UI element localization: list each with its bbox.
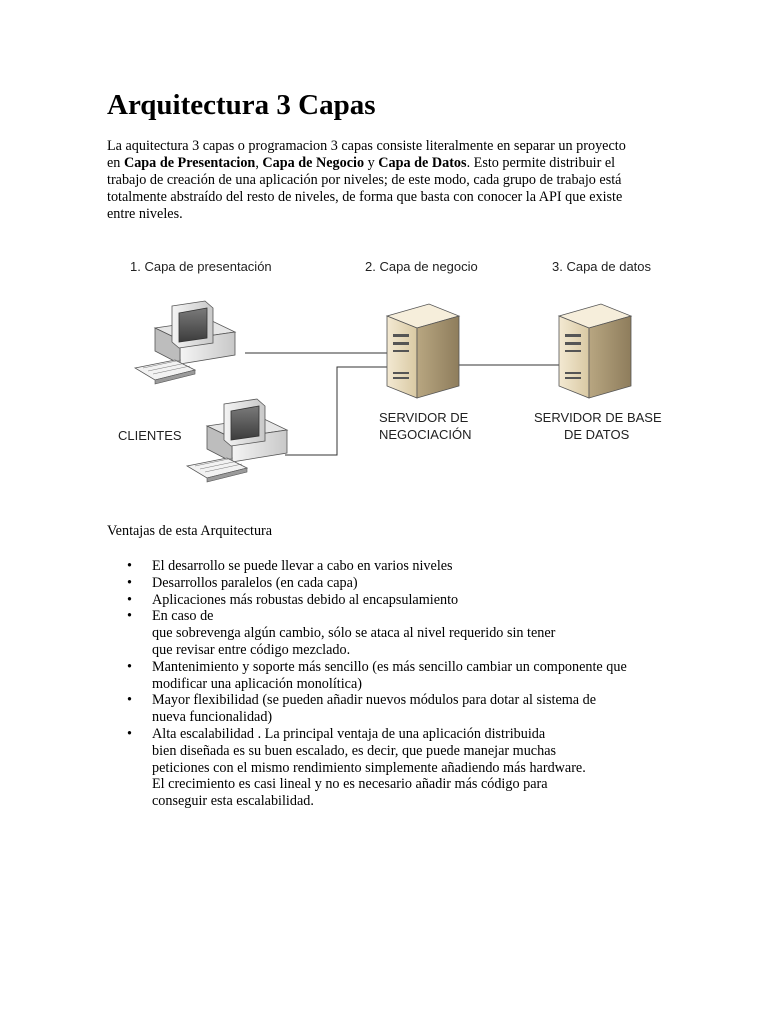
bullet-icon: • — [127, 608, 132, 625]
bold-capa-negocio: Capa de Negocio — [262, 155, 365, 171]
list-item-text: En caso de — [152, 608, 214, 625]
list-item-text: conseguir esta escalabilidad. — [152, 793, 314, 810]
list-item-text: Aplicaciones más robustas debido al encapsulamiento — [152, 591, 459, 608]
list-item-text: Alta escalabilidad . La principal ventaja de una aplicación distribuida — [152, 725, 546, 742]
bold-capa-datos: Capa de Datos — [378, 155, 467, 171]
bullet-icon: • — [127, 558, 132, 574]
page-title: Arquitectura 3 Capas — [107, 89, 376, 121]
database-server-label-line-1: SERVIDOR DE BASE — [534, 410, 662, 425]
intro-line-2: en Capa de Presentacion, Capa de Negocio y Capa de Datos. Esto permite distribuir el — [107, 155, 616, 171]
list-item-text: que sobrevenga algún cambio, sólo se ataca al nivel requerido sin tener — [152, 625, 556, 642]
business-server-label-line-2: NEGOCIACIÓN — [379, 427, 472, 442]
bullet-icon: • — [127, 725, 132, 742]
business-server-label-line-1: SERVIDOR DE — [379, 410, 469, 425]
list-item-text: bien diseñada es su buen escalado, es decir, que puede manejar muchas — [152, 742, 557, 759]
list-item-text: Mayor flexibilidad (se pueden añadir nuevos módulos para dotar al sistema de — [152, 692, 597, 709]
list-item — [107, 608, 667, 658]
list-item — [107, 726, 667, 810]
list-item — [107, 592, 667, 609]
layer-3-label: 3. Capa de datos — [552, 259, 652, 274]
list-item — [107, 558, 667, 575]
intro-line-4: totalmente abstraído del resto de niveles, de forma que basta con conocer la API que existe — [107, 189, 623, 205]
list-item-text: Desarrollos paralelos (en cada capa) — [152, 574, 358, 591]
list-item — [107, 692, 667, 726]
intro-line-3: trabajo de creación de una aplicación por niveles; de este modo, cada grupo de trabajo está — [107, 172, 622, 188]
architecture-diagram — [107, 250, 667, 500]
intro-line-1: La aquitectura 3 capas o programacion 3 capas consiste literalmente en separar un proyecto — [107, 138, 626, 154]
ventajas-heading: Ventajas de esta Arquitectura — [107, 523, 273, 539]
bold-capa-presentacion: Capa de Presentacion — [123, 155, 256, 171]
intro-paragraph — [107, 138, 667, 223]
list-item — [107, 659, 667, 693]
business-server-icon — [387, 304, 459, 398]
list-item-text: El desarrollo se puede llevar a cabo en varios niveles — [152, 558, 453, 574]
database-server-icon — [559, 304, 631, 398]
list-item-text: peticiones con el mismo rendimiento simplemente añadiendo más hardware. — [152, 759, 586, 776]
bullet-icon: • — [127, 658, 132, 675]
intro-line-5: entre niveles. — [107, 206, 183, 222]
database-server-label-line-2: DE DATOS — [564, 427, 630, 442]
layer-1-label: 1. Capa de presentación — [130, 259, 272, 274]
clients-label: CLIENTES — [118, 428, 182, 443]
ventajas-list — [107, 558, 667, 810]
bullet-icon: • — [127, 574, 132, 591]
list-item-text: nueva funcionalidad) — [152, 709, 273, 726]
layer-2-label: 2. Capa de negocio — [365, 259, 478, 274]
list-item-text: modificar una aplicación monolítica) — [152, 675, 362, 692]
bullet-icon: • — [127, 591, 132, 608]
list-item-text: que revisar entre código mezclado. — [152, 641, 351, 658]
list-item-text: Mantenimiento y soporte más sencillo (es más sencillo cambiar un componente que — [152, 658, 627, 675]
client-computer-icon — [135, 301, 235, 384]
client-computer-icon — [187, 399, 287, 482]
bullet-icon: • — [127, 692, 132, 709]
list-item-text: El crecimiento es casi lineal y no es necesario añadir más código para — [152, 776, 548, 793]
list-item — [107, 575, 667, 592]
